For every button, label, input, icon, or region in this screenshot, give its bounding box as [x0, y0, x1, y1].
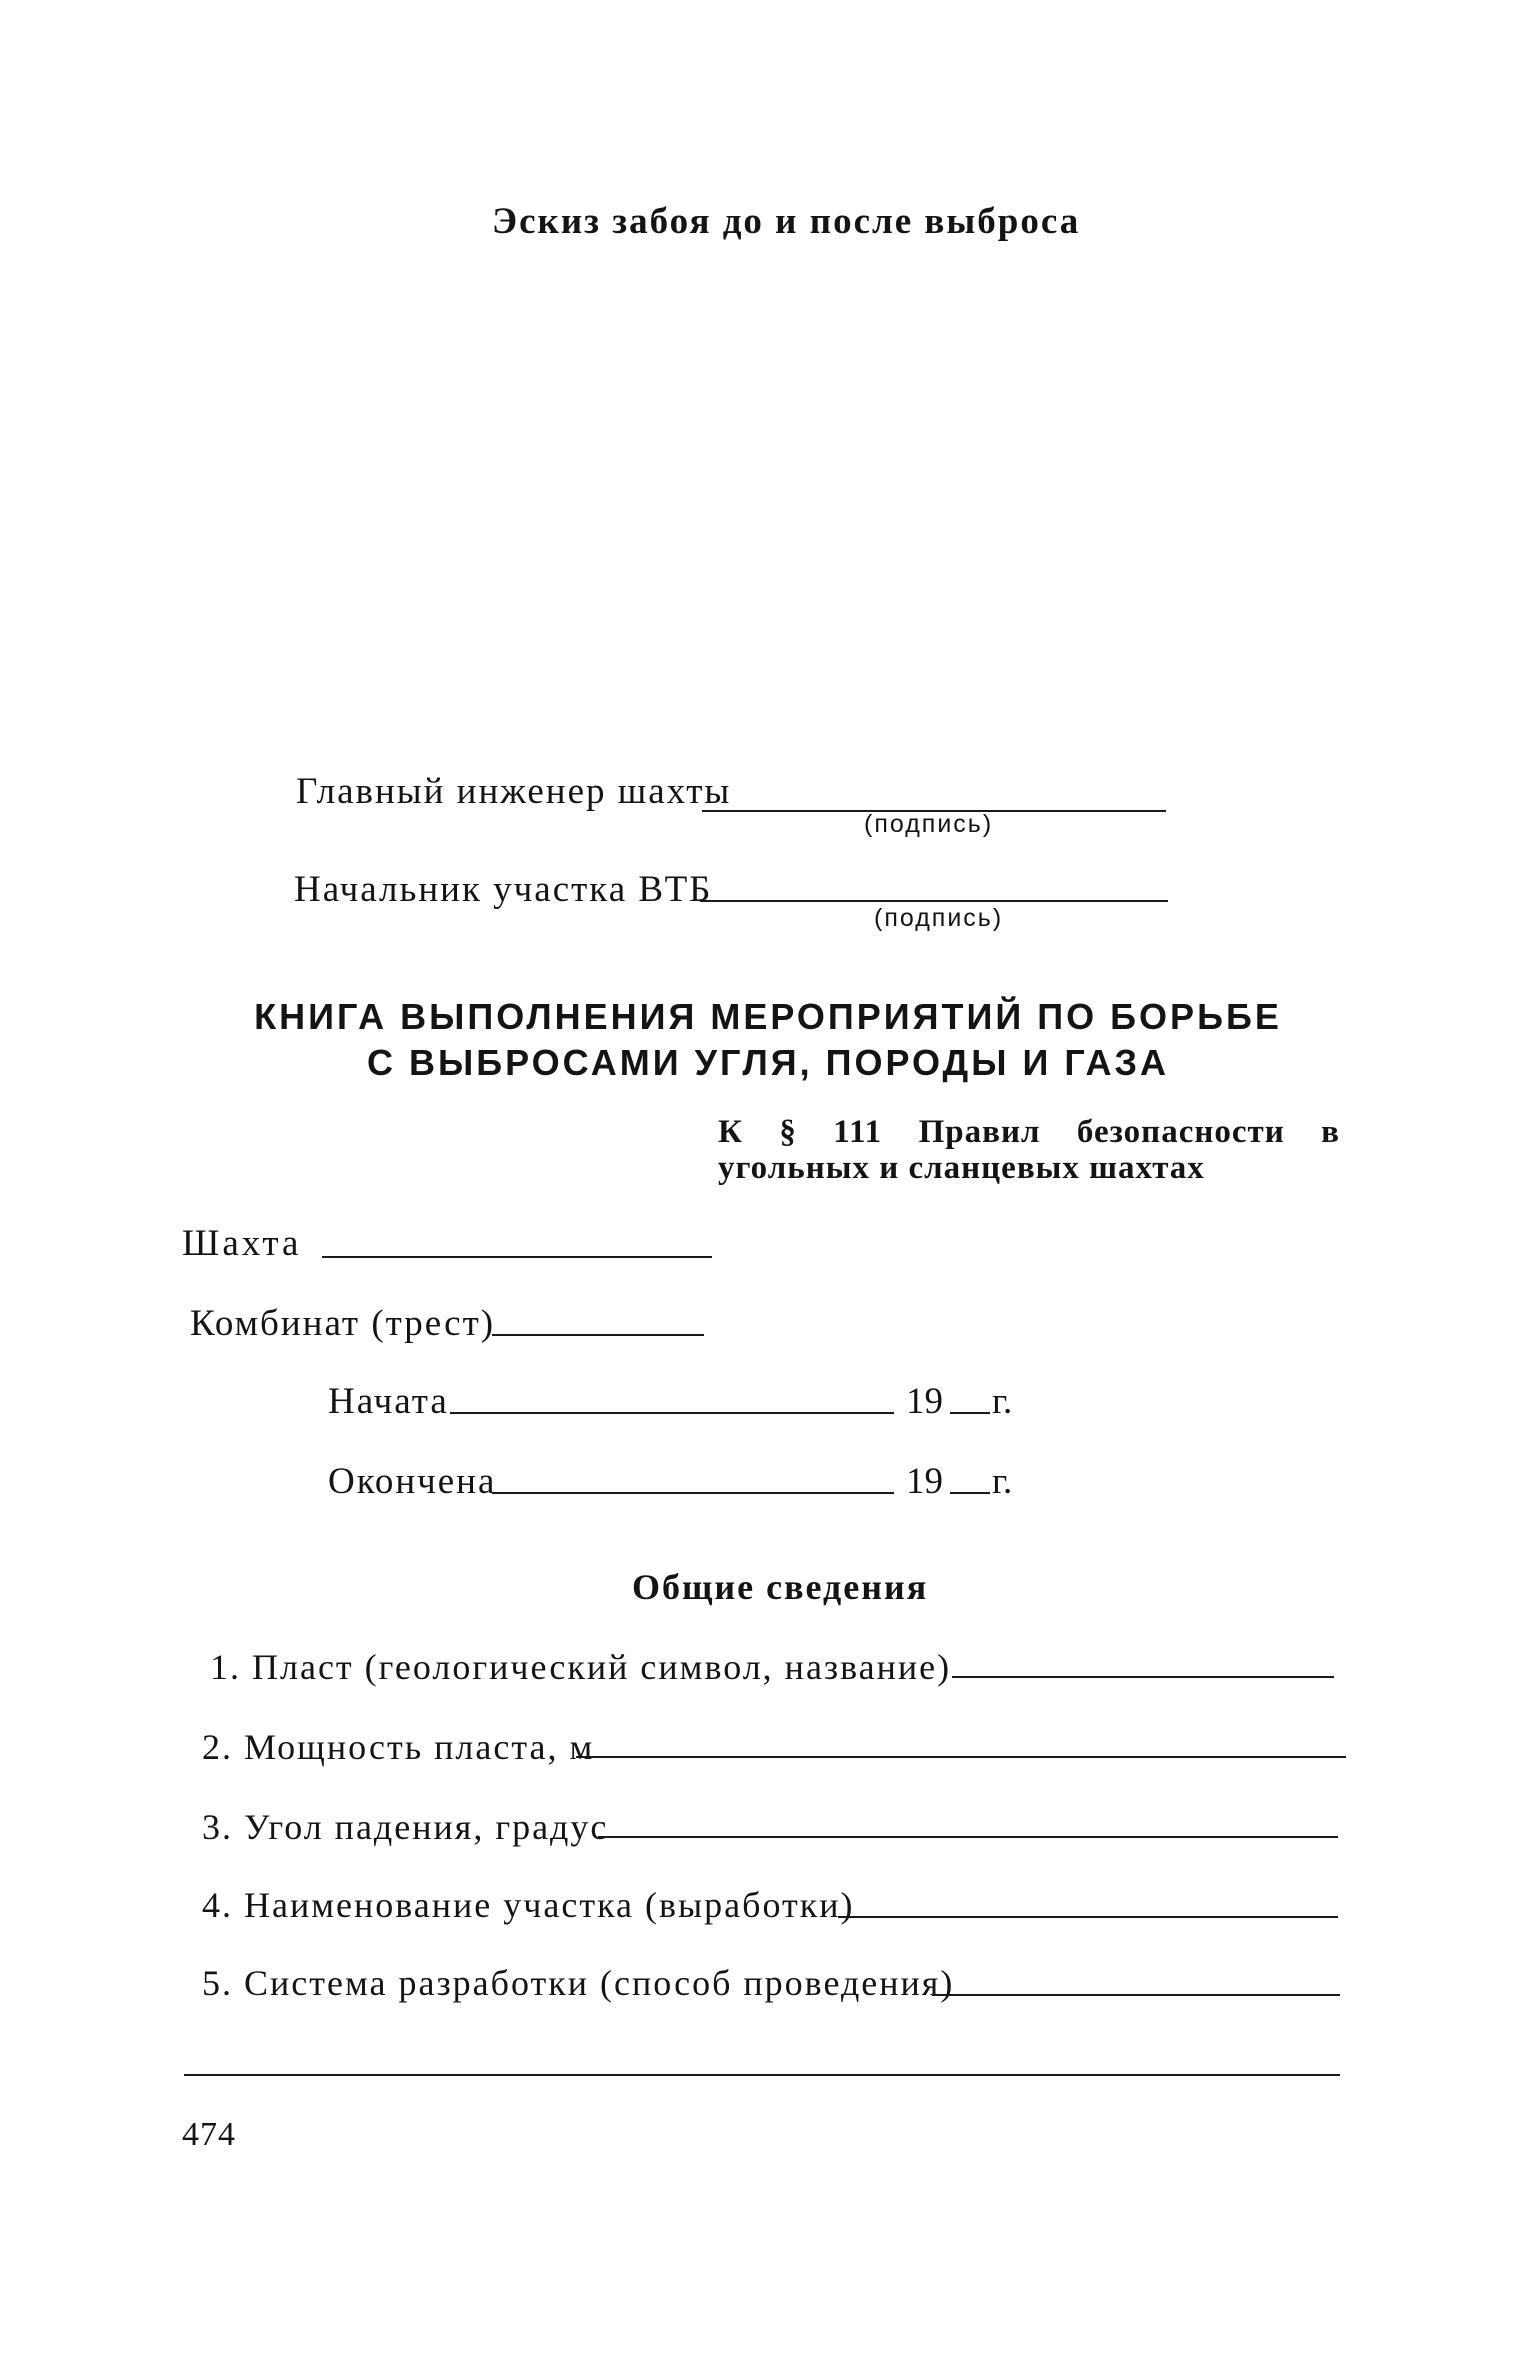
general-item-line — [598, 1836, 1338, 1838]
general-heading: Общие сведения — [632, 1567, 929, 1607]
general-item: 3. Угол падения, градус — [202, 1807, 609, 1847]
finished-year-line — [950, 1492, 990, 1494]
bottom-rule — [184, 2074, 1340, 2076]
combine-line — [492, 1334, 704, 1336]
book-title-line-1: КНИГА ВЫПОЛНЕНИЯ МЕРОПРИЯТИЙ ПО БОРЬБЕ — [254, 996, 1282, 1037]
general-item-line — [952, 1676, 1334, 1678]
started-year-line — [950, 1412, 990, 1414]
reference-line-1: К § 111 Правил безопасности в — [718, 1114, 1340, 1150]
started-line — [450, 1412, 894, 1414]
chief-engineer-label: Главный инженер шахты — [296, 771, 732, 812]
reference-line-2: угольных и сланцевых шахтах — [718, 1150, 1205, 1186]
vtb-head-label: Начальник участка ВТБ — [294, 869, 713, 910]
general-item: 4. Наименование участка (выработки) — [202, 1885, 855, 1925]
vtb-head-signature-caption: (подпись) — [874, 904, 1004, 932]
book-title-line-2: С ВЫБРОСАМИ УГЛЯ, ПОРОДЫ И ГАЗА — [366, 1042, 1170, 1083]
started-year-suffix: г. — [992, 1381, 1013, 1422]
finished-line — [492, 1492, 894, 1494]
finished-label: Окончена — [328, 1461, 497, 1502]
sketch-title: Эскиз забоя до и после выброса — [492, 201, 1081, 242]
finished-year-prefix: 19 — [906, 1461, 943, 1502]
general-item: 5. Система разработки (способ проведения) — [202, 1963, 955, 2003]
general-item: 2. Мощность пласта, м — [202, 1727, 595, 1767]
mine-line — [322, 1256, 712, 1258]
general-item-line — [932, 1994, 1340, 1996]
vtb-head-signature-line — [700, 900, 1168, 902]
page-number: 474 — [182, 2116, 236, 2153]
chief-engineer-signature-caption: (подпись) — [864, 810, 994, 838]
general-item: 1. Пласт (геологический символ, название) — [210, 1647, 952, 1687]
finished-year-suffix: г. — [992, 1461, 1013, 1502]
mine-label: Шахта — [182, 1223, 302, 1264]
combine-label: Комбинат (трест) — [190, 1303, 496, 1344]
started-label: Начата — [328, 1381, 449, 1422]
general-item-line — [576, 1756, 1346, 1758]
general-item-line — [838, 1916, 1338, 1918]
started-year-prefix: 19 — [906, 1381, 943, 1422]
